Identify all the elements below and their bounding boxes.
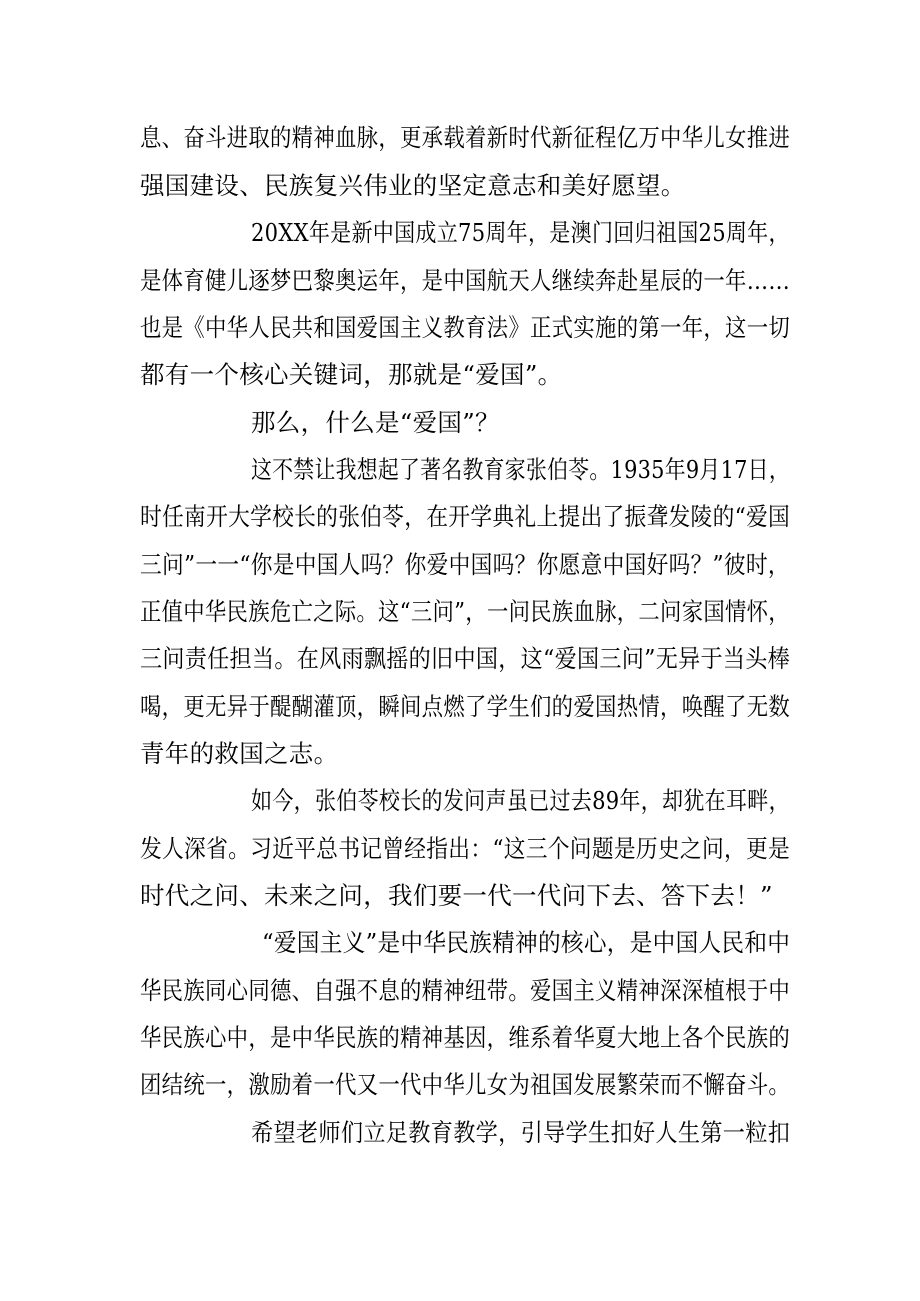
paragraph-2-line-3: 也是《中华人民共和国爱国主义教育法》正式实施的第一年，这一切 — [140, 313, 791, 342]
paragraph-7-line-1: 希望老师们立足教育教学，引导学生扣好人生第一粒扣 — [251, 1118, 791, 1147]
paragraph-6-line-2: 华民族同心同德、自强不息的精神纽带。爱国主义精神深深植根于中 — [140, 976, 791, 1005]
paragraph-4-line-4: 正值中华民族危亡之际。这“三问”，一问民族血脉，二问家国情怀， — [140, 597, 790, 626]
paragraph-2-line-2: 是体育健儿逐梦巴黎奥运年，是中国航天人继续奔赴星辰的一年…… — [140, 266, 791, 295]
paragraph-4-line-1: 这不禁让我想起了著名教育家张伯苓。1935年9月17日， — [251, 455, 790, 484]
paragraph-4-line-3: 三问”一一“你是中国人吗？你爱中国吗？你愿意中国好吗？”彼时， — [140, 550, 790, 579]
paragraph-1-line-1: 息、奋斗进取的精神血脉，更承载着新时代新征程亿万中华儿女推进 — [140, 123, 791, 152]
paragraph-6-line-4: 团结统一，激励着一代又一代中华儿女为祖国发展繁荣而不懈奋斗。 — [140, 1070, 791, 1099]
paragraph-5-line-1: 如今，张伯苓校长的发问声虽已过去89年，却犹在耳畔， — [251, 786, 790, 815]
paragraph-5-line-3: 时代之问、未来之问，我们要一代一代问下去、答下去！” — [140, 881, 773, 910]
paragraph-3-line-1: 那么，什么是“爱国”？ — [251, 408, 500, 437]
paragraph-6-line-3: 华民族心中，是中华民族的精神基因，维系着华夏大地上各个民族的 — [140, 1023, 791, 1052]
paragraph-2-line-4: 都有一个核心关键词，那就是“爱国”。 — [140, 360, 563, 389]
paragraph-1-line-2: 强国建设、民族复兴伟业的坚定意志和美好愿望。 — [140, 171, 686, 200]
paragraph-4-line-6: 喝，更无异于醍醐灌顶，瞬间点燃了学生们的爱国热情，唤醒了无数 — [140, 692, 791, 721]
paragraph-4-line-5: 三问责任担当。在风雨飘摇的旧中国，这“爱国三问”无异于当头棒 — [140, 644, 791, 673]
paragraph-6-line-1: “爱国主义”是中华民族精神的核心，是中国人民和中 — [262, 928, 791, 957]
paragraph-5-line-2: 发人深省。习近平总书记曾经指出：“这三个问题是历史之问，更是 — [140, 834, 791, 863]
paragraph-4-line-7: 青年的救国之志。 — [140, 739, 339, 768]
paragraph-4-line-2: 时任南开大学校长的张伯苓，在开学典礼上提出了振聋发陵的“爱国 — [140, 502, 791, 531]
paragraph-2-line-1: 20XX年是新中国成立75周年，是澳门回归祖国25周年， — [251, 218, 790, 247]
